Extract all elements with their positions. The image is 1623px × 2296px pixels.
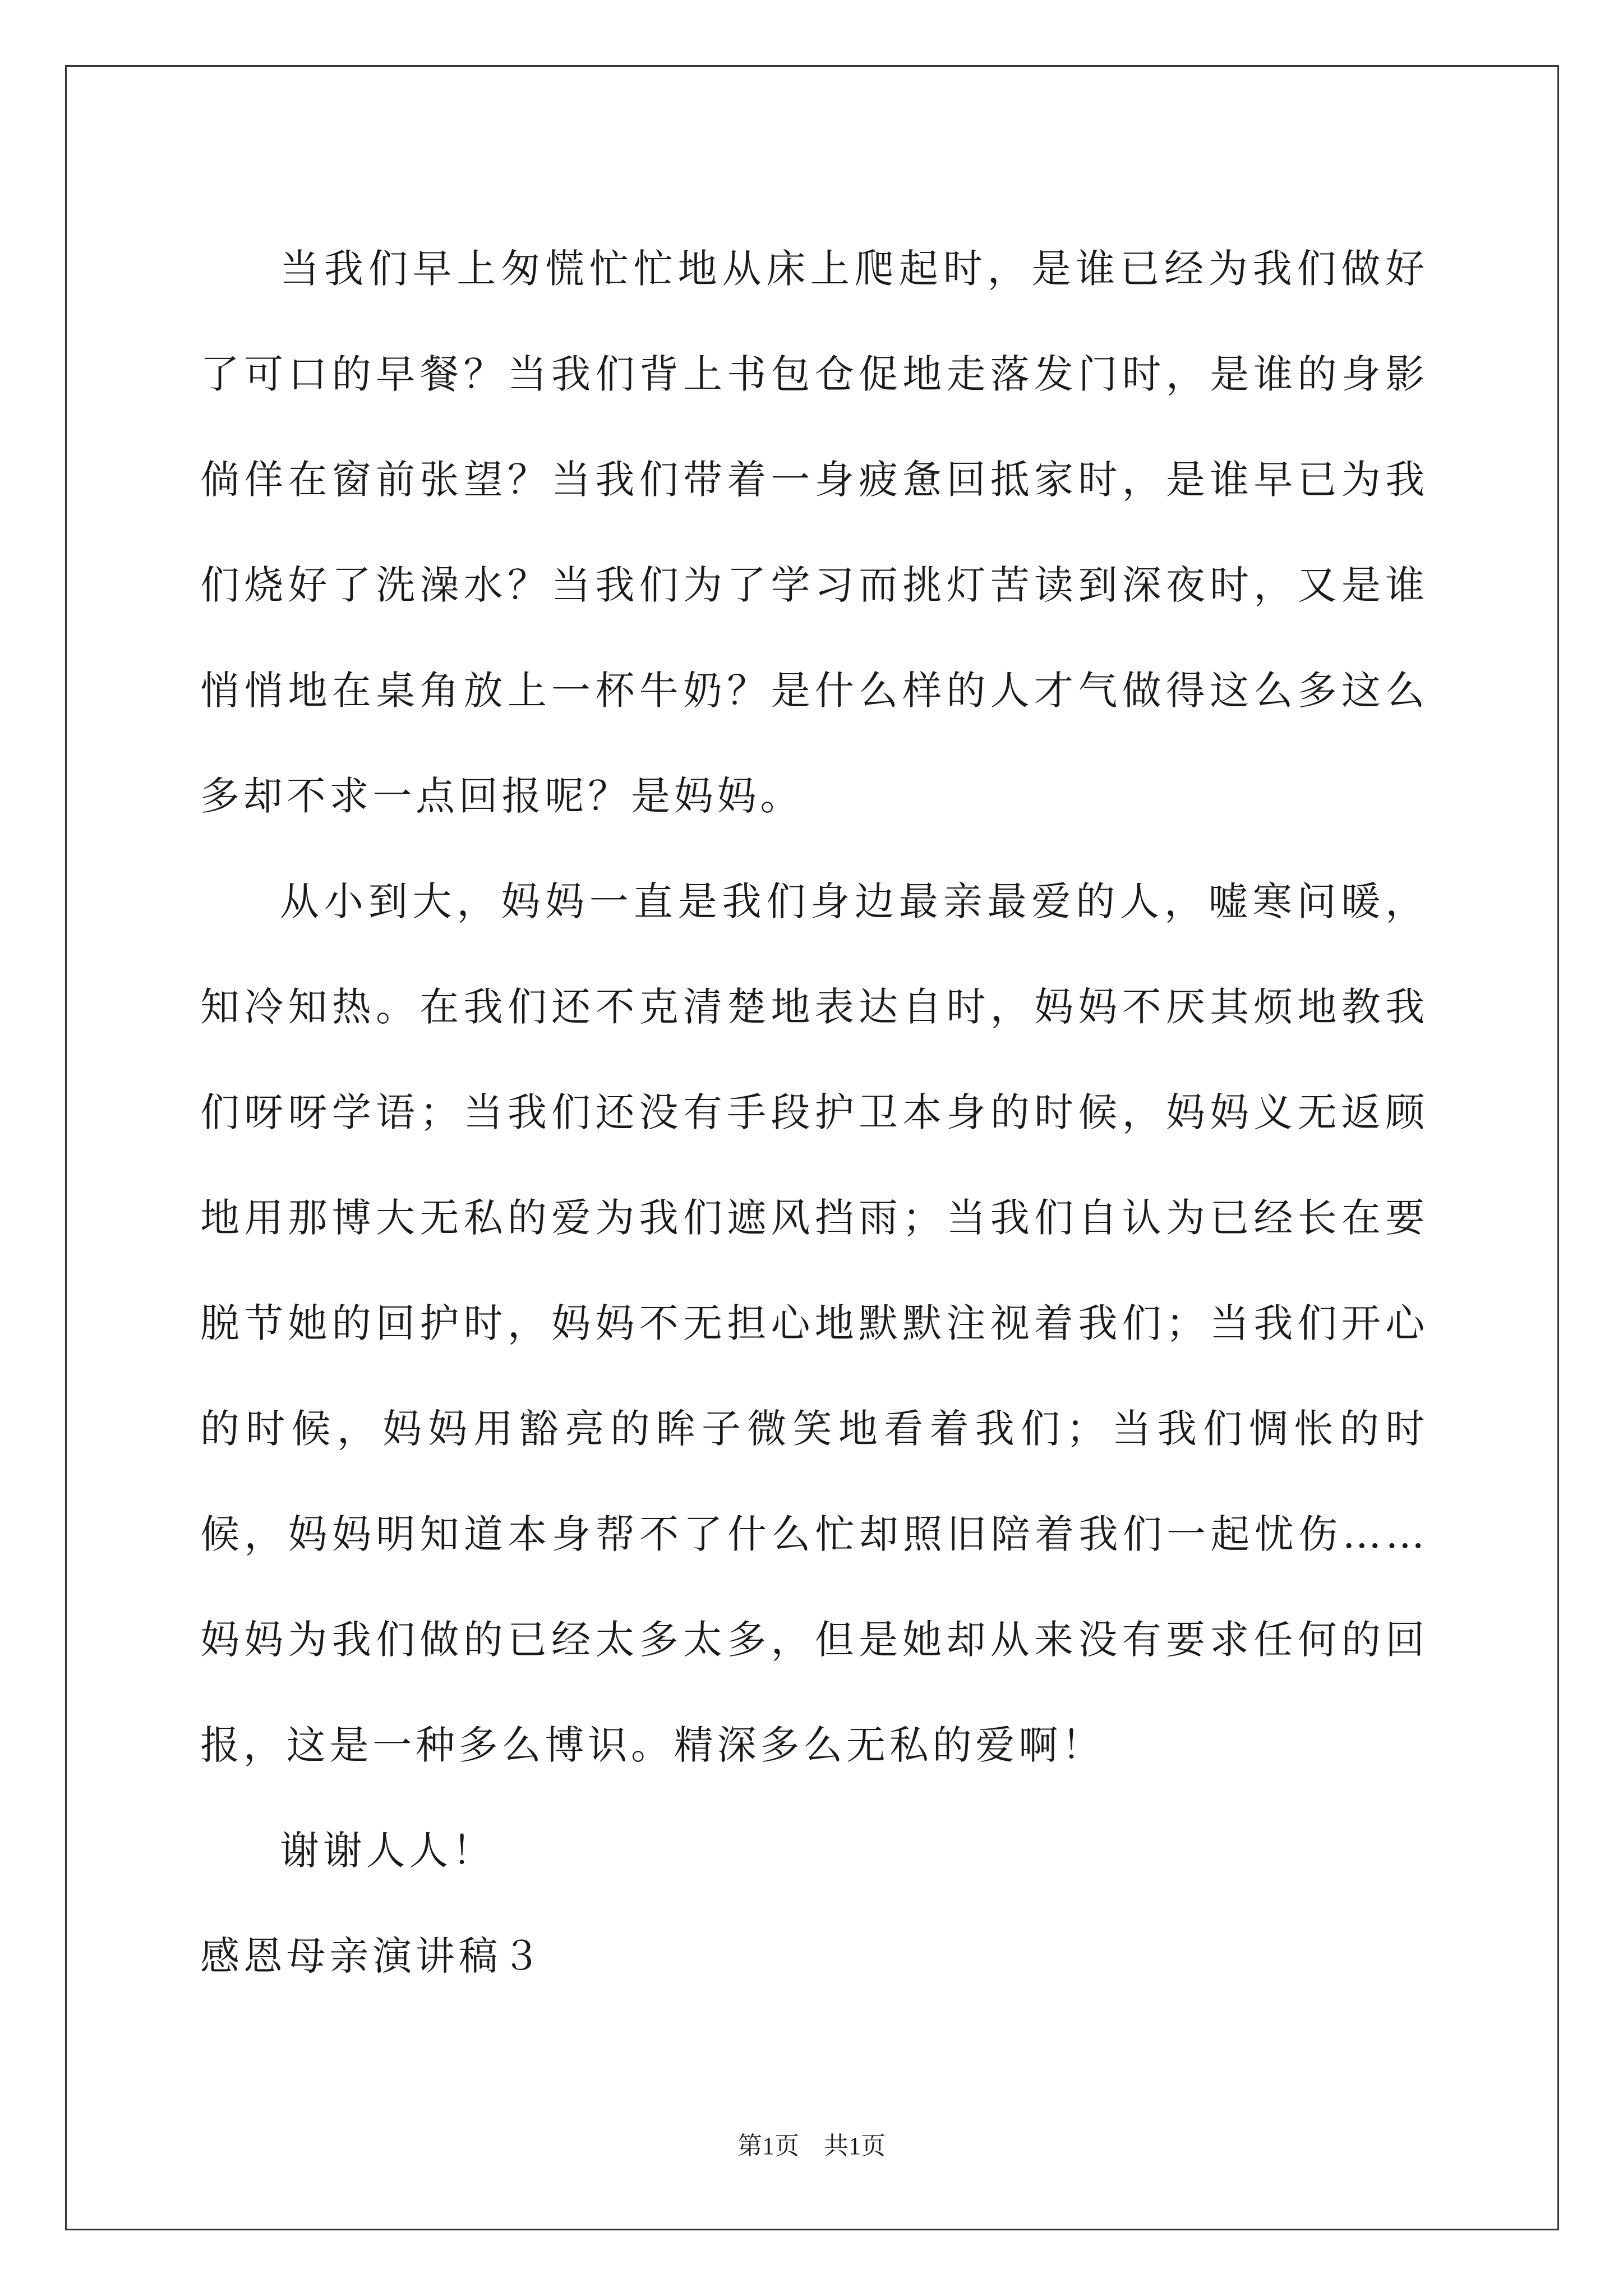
paragraph-breakfast: 当我们早上匆慌忙忙地从床上爬起时，是谁已经为我们做好了可口的早餐？当我们背上书包仓促地走落发门时，是谁的身影倘佯在窗前张望？当我们带着一身疲惫回抵家时，是谁早已为我们烧好了洗澡水？当我们为了学习而挑灯苦读到深夜时，又是谁悄悄地在桌角放上一杯牛奶？是什么样的人才气做得这么多这么多却不求一点回报呢？是妈妈。 xyxy=(200,246,1428,819)
paragraph-mother-love: 从小到大，妈妈一直是我们身边最亲最爱的人，嘘寒问暖，知冷知热。在我们还不克清楚地表达自时，妈妈不厌其烦地教我们呀呀学语；当我们还没有手段护卫本身的时候，妈妈义无返顾地用那博大无私的爱为我们遮风挡雨；当我们自认为已经长在要脱节她的回护时，妈妈不无担心地默默注视着我们；当我们开心的时候，妈妈用豁亮的眸子微笑地看着我们；当我们惆怅的时候，妈妈明知道本身帮不了什么忙却照旧陪着我们一起忧伤……妈妈为我们做的已经太多太多，但是她却从来没有要求任何的回报，这是一种多么博识。精深多么无私的爱啊！ xyxy=(200,878,1428,1768)
document-body xyxy=(200,216,1428,2009)
page-number-footer: 第1页 共1页 xyxy=(737,2132,886,2160)
section-title: 感恩母亲演讲稿３ xyxy=(200,1933,545,1979)
paragraph-thanks: 谢谢人人！ xyxy=(280,1828,495,1874)
